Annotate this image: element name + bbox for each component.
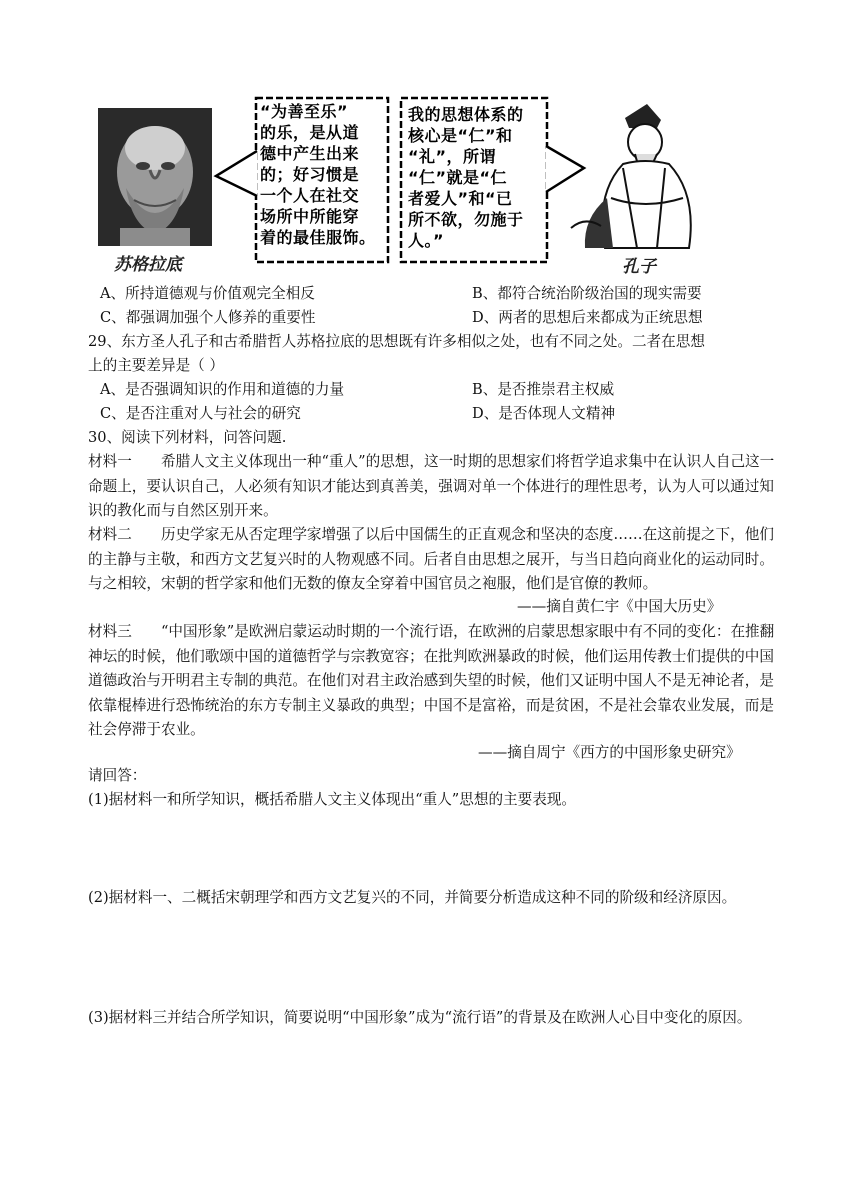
bubble-line: 者爱人”和“已 bbox=[408, 189, 513, 208]
q28-option-a: A、所持道德观与价值观完全相反 bbox=[100, 285, 315, 302]
socrates-bubble-text bbox=[260, 101, 390, 248]
sub-question-1: (1)据材料一和所学知识，概括希腊人文主义体现出“重人”思想的主要表现。 bbox=[88, 791, 577, 808]
q29-stem-line2: 上的主要差异是（ ） bbox=[88, 357, 224, 374]
bubble-line: “为善至乐” bbox=[260, 102, 349, 121]
bubble-line: 的乐，是从道 bbox=[260, 123, 360, 142]
bubble-line: 着的最佳服饰。 bbox=[260, 228, 376, 247]
bubble-line: “仁”就是“仁 bbox=[408, 168, 508, 187]
socrates-caption: 苏格拉底 bbox=[114, 255, 182, 275]
bubble-line: 我的思想体系的 bbox=[408, 105, 524, 124]
socrates-portrait bbox=[98, 108, 212, 246]
confucius-caption: 孔子 bbox=[622, 257, 656, 277]
q29-stem-line1: 29、东方圣人孔子和古希腊哲人苏格拉底的思想既有许多相似之处，也有不同之处。二者在思想 bbox=[88, 333, 705, 350]
q29-option-c: C、是否注重对人与社会的研究 bbox=[100, 405, 301, 422]
bubble-line: 人。” bbox=[408, 231, 445, 250]
bubble-line: 的；好习惯是 bbox=[260, 165, 360, 184]
bubble-line: 德中产生出来 bbox=[260, 144, 360, 163]
q28-option-b: B、都符合统治阶级治国的现实需要 bbox=[472, 285, 702, 302]
q29-option-b: B、是否推崇君主权威 bbox=[472, 381, 615, 398]
answer-prompt: 请回答： bbox=[88, 767, 147, 784]
material-3: 材料三 “中国形象”是欧洲启蒙运动时期的一个流行语，在欧洲的启蒙思想家眼中有不同的变化：在推翻神坛的时候，他们歌颂中国的道德哲学与宗教宽容；在批判欧洲暴政的时候，他们运用传教士们提供的中国道德政治与开明君主专制的典范。在他们对君主政治感到失望的时候，他们又证明中国人不是无神论者，是依靠棍棒进行恐怖统治的东方专制主义暴政的典型；中国不是富裕，而是贫困，不是社会靠农业发展，而是社会停滞于农业。 bbox=[88, 623, 775, 738]
material-2: 材料二 历史学家无从否定理学家增强了以后中国儒生的正直观念和坚决的态度……在这前提之下，他们的主静与主敬，和西方文艺复兴时的人物观感不同。后者自由思想之展开，与当日趋向商业化的运动同时。与之相较，宋朝的哲学家和他们无数的僚友全穿着中国官员之袍服，他们是官僚的教师。 bbox=[88, 526, 774, 592]
q30-intro: 30、阅读下列材料，问答问题. bbox=[88, 429, 287, 446]
material-3-source: ——摘自周宁《西方的中国形象史研究》 bbox=[478, 744, 741, 761]
bubble-line: 核心是“仁”和 bbox=[408, 126, 513, 145]
q29-option-a: A、是否强调知识的作用和道德的力量 bbox=[100, 381, 345, 398]
q28-option-c: C、都强调加强个人修养的重要性 bbox=[100, 309, 316, 326]
sub-question-2: (2)据材料一、二概括宋朝理学和西方文艺复兴的不同，并简要分析造成这种不同的阶级和经济原因。 bbox=[88, 889, 737, 906]
bubble-line: 场所中所能穿 bbox=[260, 207, 360, 226]
material-1: 材料一 希腊人文主义体现出一种“重人”的思想，这一时期的思想家们将哲学追求集中在认识人自己这一命题上，要认识自己，人必须有知识才能达到真善美，强调对单一个体进行的理性思考，认为人可以通过知识的教化而与自然区别开来。 bbox=[88, 453, 775, 519]
bubble-line: 所不欲，勿施于 bbox=[408, 210, 524, 229]
q29-option-d: D、是否体现人文精神 bbox=[472, 405, 616, 422]
q28-option-d: D、两者的思想后来都成为正统思想 bbox=[472, 309, 703, 326]
confucius-portrait bbox=[565, 98, 710, 250]
sub-question-3: (3)据材料三并结合所学知识，简要说明“中国形象”成为“流行语”的背景及在欧洲人心目中变化的原因。 bbox=[88, 1009, 752, 1026]
confucius-bubble-text bbox=[408, 104, 548, 251]
bubble-line: 一个人在社交 bbox=[260, 186, 360, 205]
material-2-source: ——摘自黄仁宇《中国大历史》 bbox=[517, 598, 722, 615]
bubble-line: “礼”，所谓 bbox=[408, 147, 497, 166]
